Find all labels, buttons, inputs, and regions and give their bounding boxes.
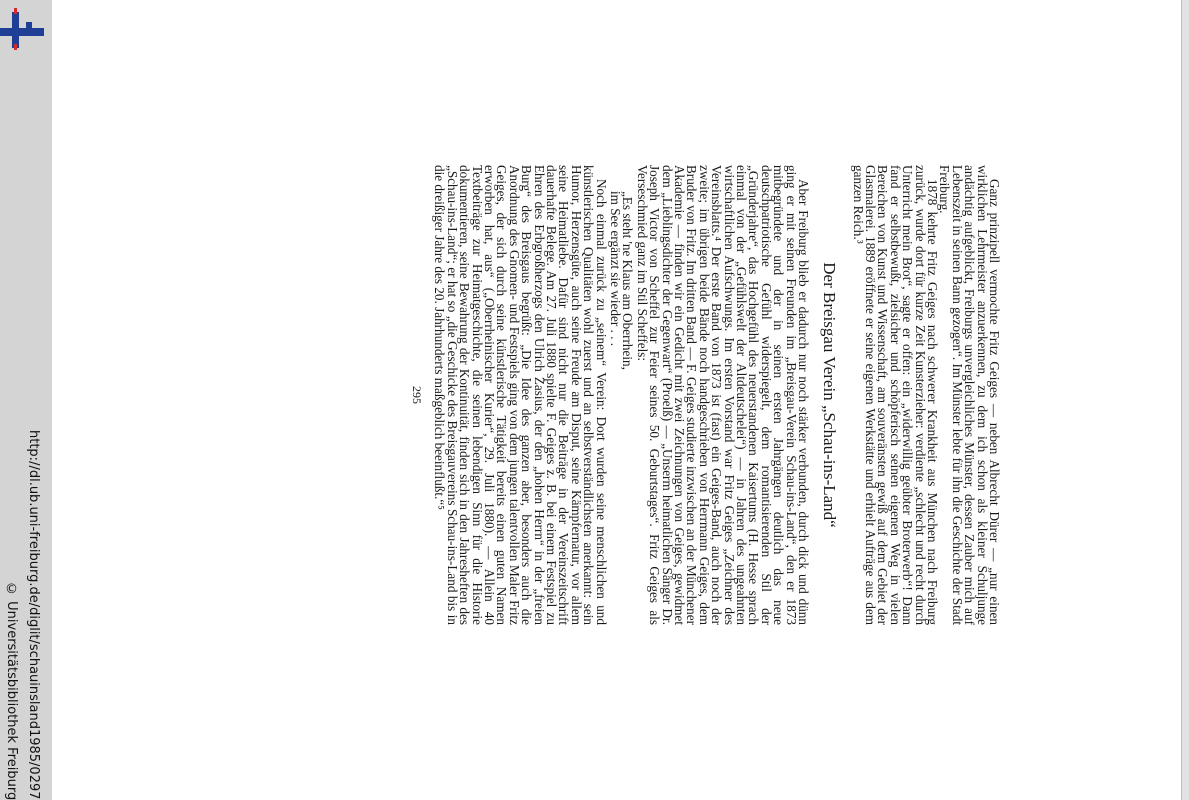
rotated-page-content bbox=[411, 165, 1000, 625]
page-edge bbox=[1181, 0, 1189, 800]
intro-paragraph-1: Ganz prinzipell vermochte Fritz Geiges — neben Albrecht Dürer — „nur einen wirklichen Lehrmeister anzuerkennen, zu dem ich schon als kleiner Schuljunge andächtig aufgeblickt, Freiburgs unvergleichliches Münster, dessen Zauber mich auf Lebenszeit in seinen Bann gezogen“. Im Münster lebte für ihn die Geschichte der Stadt Freiburg. bbox=[937, 165, 1002, 625]
closing-paragraph-1: Noch einmal zurück zu „seinem“ Verein: Dort wurden seine menschlichen und künstlerischen Qualitäten wohl zuerst und an selbstverständlichsten anerkannt: sein Humor, Herzensgüte, auch seine Freude am Disput, seine Kämpfernatur, vor allem seine Heimatliebe. Dafür sind nicht nur die Beiträge in der Vereinszeitschrift dauerhafte Belege. Am 27. Juli 1880 spielte F. Geiges z. B. bei einem Festspiel zu Ehren des Erbgroßherzogs den Ulrich Zasius, der den „hohen Herrn“ in der „freien Burg“ des Breisgaus begrüßt: „Die Idee des ganzen aber, besonders auch die Anordnung des Gnomen- und Festspiels ging von dem jungen talentvollen Maler Fritz Geiges, der sich durch seine künstlerische Tätigkeit bereits einen guten Namen erworben hat, aus“ („Oberrheinischer Kurier“, 29. Juli 1880). — Allein 40 Textbeiträge zur Heimatgeschichte, die seinen lebendigen Sinn für die Historie dokumentieren, seine Bewahrung der Kontinuität, finden sich in den Jahresheften des „Schau-ins-Land“; er hat so „die Geschicke des Breisgauvereins Schau-ins-Land bis in die dreißiger Jahre des 20. Jahrhunderts maßgeblich beeinflußt.“⁵ bbox=[432, 165, 609, 625]
scanned-page bbox=[240, 165, 1000, 645]
page-number: 295 bbox=[409, 386, 424, 404]
document-url[interactable]: http://dl.ub.uni-freiburg.de/diglit/schauinsland1985/0297 bbox=[26, 430, 41, 800]
poem-line-2: im See ergänzt sie wieder . . . bbox=[608, 191, 624, 347]
intro-paragraph-2: 1878 kehrte Fritz Geiges nach schwerer Krankheit aus München nach Freiburg zurück, wurde dort für kurze Zeit Kunsterzieher: verdiente „schlecht und recht durch Unterricht mein Brot“, sagte er offen: ein „widerwillig geübter Broterwerb“! Dann fand er selbstbewußt, zielsicher und schöpferisch seinen eigenen Weg in vielen Bereichen von Kunst und Wissenschaft, am souveränsten gewiß auf dem Gebiet der Glasmalerei. 1889 eröffnete er seine eigenen Werkstätte und erhielt Aufträge aus dem ganzen Reich.³ bbox=[850, 165, 940, 625]
copyright-notice: © Universitätsbibliothek Freiburg bbox=[4, 581, 19, 800]
viewer-sidebar bbox=[0, 0, 52, 800]
poem-line-1: „Es steht 'ne Klaus am Oberrhein, bbox=[620, 191, 636, 370]
section-heading: Der Breisgau Verein „Schau-ins-Land“ bbox=[820, 262, 840, 528]
body-paragraph-1: Aber Freiburg blieb er dadurch nur noch stärker verbunden, durch dick und dünn ging er mit seinen Freunden im „Breisgau-Verein Schau-ins-Land“, den er 1873 mitbegründete und der in seinen ersten Jahrgängen deutlich das neue deutschpatriotische Gefühl widerspiegelt, dem romantisierenden Stil der „Gründerjahre“, das Hochgefühl des neuerstandenen Kaisertums (H. Hesse sprach einmal von der „Gefühlswelt der Altdeutschelei“) — in Jahren des ungeahnten wirtschaftlichen Aufschwungs. Im ersten Vorstand war Fritz Geiges „Zeichner des Vereinsblatts.⁴ Der erste Band von 1873 ist (fast) ein Geiges-Band, auch noch der zweite; im übrigen beide Bände noch handgeschrieben von Herrmann Geiges, dem Bruder von Fritz. Im dritten Band — F. Geiges studierte inzwischen an der Münchener Akademie — finden wir ein Gedicht mit zwei Zeichnungen von Geiges, gewidmet dem „Lieblingsdichter der Gegenwart“ (Proelß) — „Unserm heimatlichen Sänger Dr. Joseph Victor von Scheffel zur Feier seines 50. Geburtstages“. Fritz Geiges als Verseschmied ganz im Stil Scheffels: bbox=[634, 165, 812, 625]
poem-quote bbox=[609, 191, 634, 625]
